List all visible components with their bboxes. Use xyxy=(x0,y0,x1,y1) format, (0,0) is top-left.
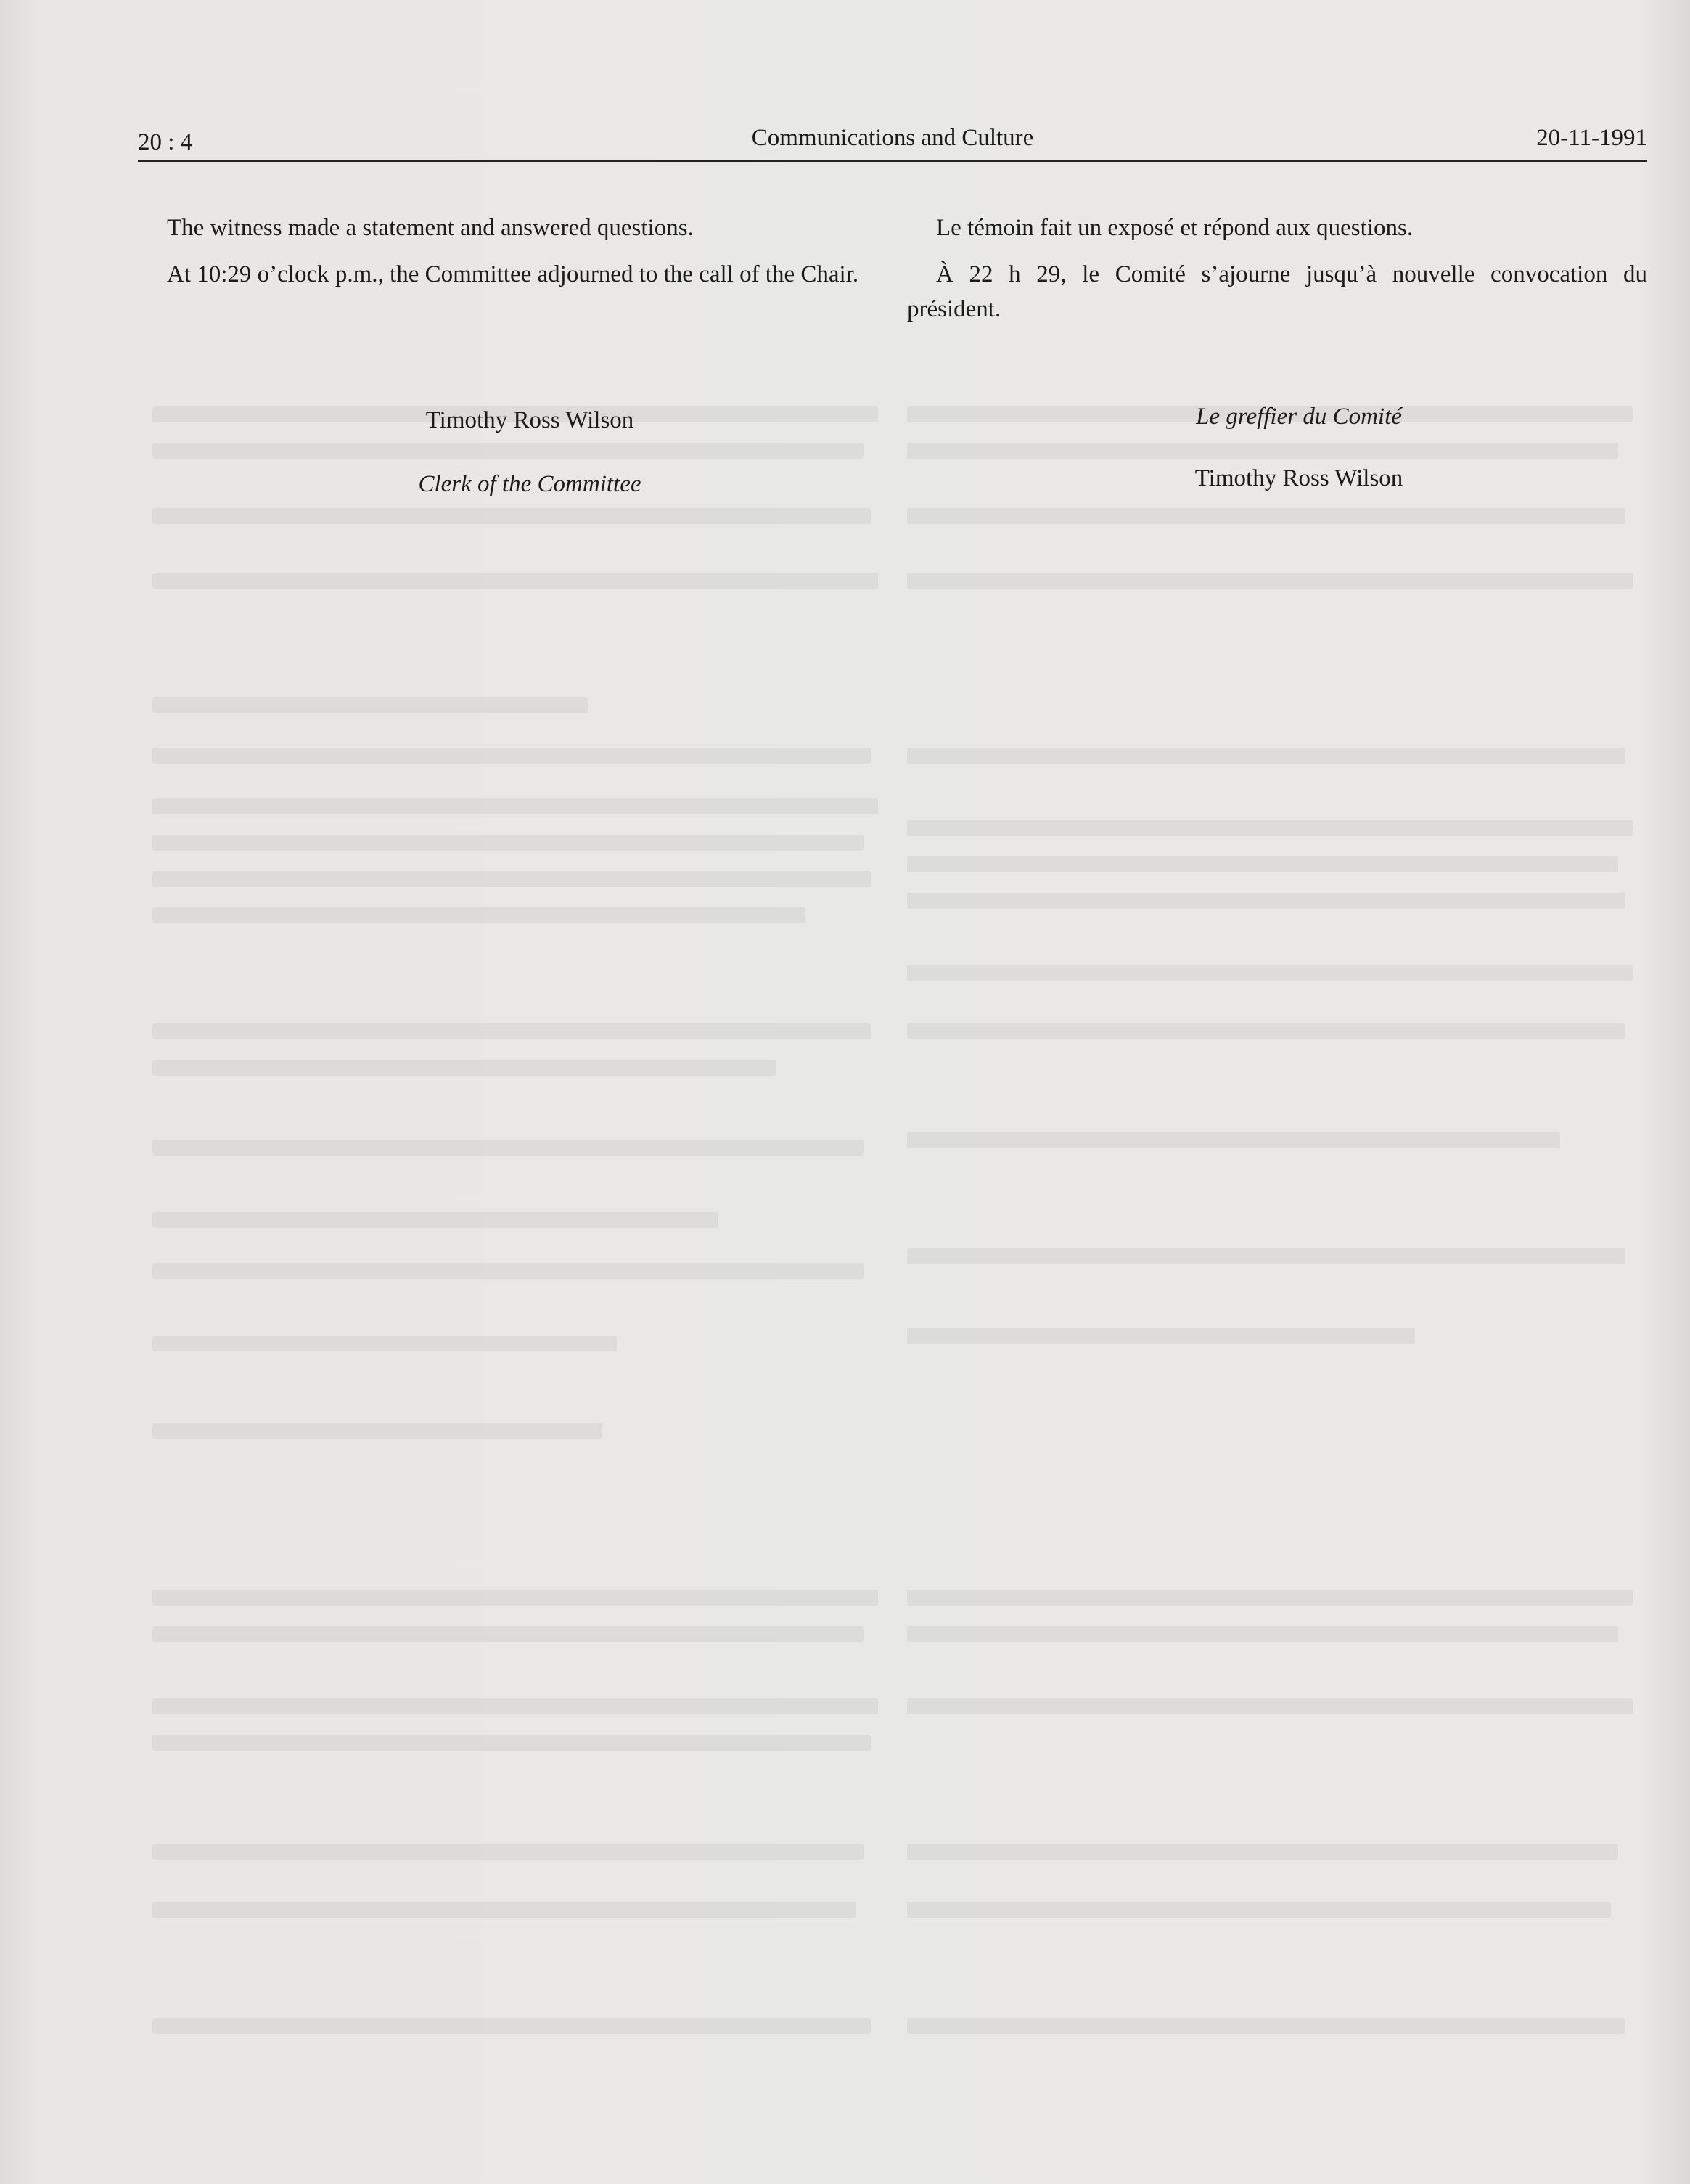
french-column xyxy=(907,210,1647,338)
issue-date: 20-11-1991 xyxy=(1536,125,1647,151)
header-rule xyxy=(138,160,1647,162)
document-page xyxy=(138,116,1647,2148)
english-signature-title: Clerk of the Committee xyxy=(418,471,641,497)
english-signature-name: Timothy Ross Wilson xyxy=(425,407,634,433)
french-signature-name: Timothy Ross Wilson xyxy=(1194,465,1403,491)
french-paragraph: À 22 h 29, le Comité s’ajourne jusqu’à nouvelle convocation du président. xyxy=(907,261,1647,322)
page-number: 20 : 4 xyxy=(138,129,193,155)
english-column xyxy=(138,210,878,303)
english-paragraph: At 10:29 o’clock p.m., the Committee adjourned to the call of the Chair. xyxy=(167,261,859,287)
english-paragraph: The witness made a statement and answered questions. xyxy=(167,215,694,241)
french-paragraph: Le témoin fait un exposé et répond aux questions. xyxy=(936,215,1414,241)
publication-title: Communications and Culture xyxy=(751,125,1034,151)
french-signature-title: Le greffier du Comité xyxy=(1196,404,1402,430)
running-header xyxy=(138,125,1647,160)
